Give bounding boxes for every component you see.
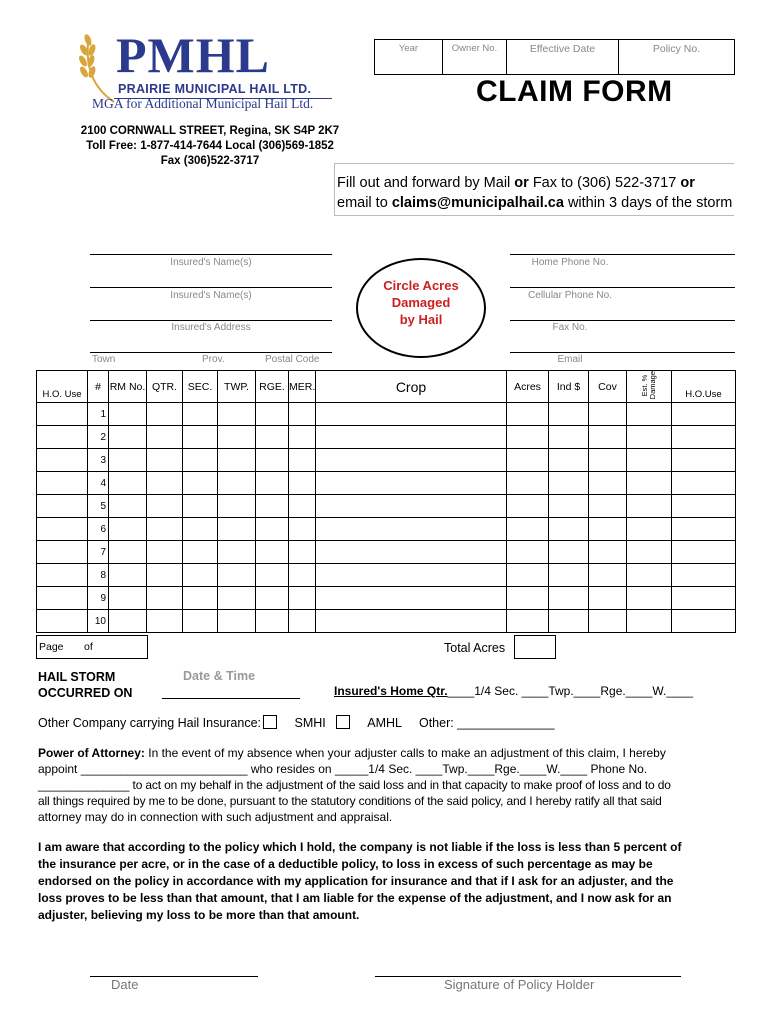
table-cell[interactable] bbox=[627, 564, 672, 587]
table-cell[interactable] bbox=[672, 587, 736, 610]
poa-line-5: attorney may do in connection with such adjustment and appraisal. bbox=[38, 810, 393, 824]
insured-name-2-label: Insured's Name(s) bbox=[170, 290, 252, 301]
poa-title: Power of Attorney: bbox=[38, 746, 145, 760]
table-cell[interactable] bbox=[289, 564, 316, 587]
notice-or-2: or bbox=[680, 175, 695, 191]
table-cell[interactable] bbox=[147, 610, 183, 633]
other-company-label: Other Company carrying Hail Insurance: bbox=[38, 716, 262, 730]
table-cell[interactable] bbox=[627, 610, 672, 633]
table-cell[interactable] bbox=[589, 472, 627, 495]
notice-email-prefix: email to bbox=[337, 195, 392, 211]
home-phone-label: Home Phone No. bbox=[531, 257, 609, 268]
amhl-label: AMHL bbox=[367, 716, 402, 730]
notice-email: claims@municipalhail.ca bbox=[391, 195, 564, 211]
table-cell[interactable] bbox=[109, 472, 147, 495]
table-cell[interactable] bbox=[507, 495, 549, 518]
crop-table bbox=[36, 370, 736, 633]
table-cell[interactable] bbox=[507, 449, 549, 472]
table-cell[interactable] bbox=[256, 518, 289, 541]
table-cell[interactable] bbox=[183, 472, 218, 495]
table-cell[interactable] bbox=[549, 403, 589, 426]
table-cell[interactable] bbox=[627, 495, 672, 518]
row-number: 1 bbox=[88, 403, 109, 426]
declaration-line-4: loss proves to be less than that amount, that I am liable for the expense of the adjustment, and I now ask for an bbox=[38, 891, 672, 905]
address-street: 2100 CORNWALL STREET, Regina, SK S4P 2K7 bbox=[80, 125, 340, 137]
table-cell[interactable] bbox=[183, 426, 218, 449]
table-cell[interactable] bbox=[218, 449, 256, 472]
est-damage-label: Est. % Damage bbox=[640, 370, 657, 400]
insured-name-1-label: Insured's Name(s) bbox=[170, 257, 252, 268]
row-number: 5 bbox=[88, 495, 109, 518]
table-cell[interactable] bbox=[672, 426, 736, 449]
logo-tagline: MGA for Additional Municipal Hail Ltd. bbox=[92, 96, 314, 111]
table-cell[interactable] bbox=[256, 495, 289, 518]
table-cell[interactable] bbox=[109, 587, 147, 610]
table-cell[interactable] bbox=[549, 472, 589, 495]
table-cell[interactable] bbox=[147, 541, 183, 564]
table-cell[interactable] bbox=[109, 495, 147, 518]
declaration-line-2: the insurance per acre, or in the case of a deductible policy, to loss in excess of such percentage as may be bbox=[38, 857, 653, 871]
wheat-icon bbox=[74, 32, 118, 104]
table-cell[interactable] bbox=[672, 472, 736, 495]
notice-text: Fill out and forward by Mail bbox=[337, 175, 515, 191]
table-cell[interactable] bbox=[256, 541, 289, 564]
other-company-checkbox[interactable] bbox=[263, 715, 277, 729]
table-cell[interactable] bbox=[37, 449, 88, 472]
row-number: 8 bbox=[88, 564, 109, 587]
table-cell[interactable] bbox=[218, 472, 256, 495]
table-cell[interactable] bbox=[672, 541, 736, 564]
logo-company-name: PRAIRIE MUNICIPAL HAIL LTD. bbox=[118, 82, 312, 96]
company-logo bbox=[74, 27, 344, 115]
table-header-row bbox=[37, 371, 736, 403]
table-cell[interactable] bbox=[589, 403, 627, 426]
col-cov: Cov bbox=[589, 371, 627, 403]
insured-address-input[interactable] bbox=[90, 320, 332, 321]
of-label: of bbox=[84, 641, 93, 653]
table-cell[interactable] bbox=[109, 610, 147, 633]
row-number: 10 bbox=[88, 610, 109, 633]
table-row bbox=[37, 495, 736, 518]
poa-line-1: In the event of my absence when your adjuster calls to make an adjustment of this claim, I hereby bbox=[144, 746, 666, 760]
date-signature-label: Date bbox=[111, 977, 139, 992]
other-company-row bbox=[38, 715, 555, 730]
notice-deadline: within 3 days of the storm bbox=[563, 195, 733, 211]
table-cell[interactable] bbox=[589, 610, 627, 633]
town-label: Town bbox=[92, 354, 116, 365]
table-cell[interactable] bbox=[256, 472, 289, 495]
table-cell[interactable] bbox=[37, 610, 88, 633]
table-row bbox=[37, 564, 736, 587]
table-cell[interactable] bbox=[627, 449, 672, 472]
table-cell[interactable] bbox=[289, 449, 316, 472]
table-cell[interactable] bbox=[672, 518, 736, 541]
circle-note-line-3: by Hail bbox=[399, 312, 443, 327]
table-cell[interactable] bbox=[507, 587, 549, 610]
table-cell[interactable] bbox=[147, 495, 183, 518]
power-of-attorney bbox=[38, 745, 738, 825]
notice-fax: Fax to (306) 522-3717 bbox=[528, 175, 681, 191]
declaration-line-5: adjuster, believing my loss to be more than that amount. bbox=[38, 908, 360, 922]
table-cell[interactable] bbox=[316, 610, 507, 633]
col-ho-use: H.O. Use bbox=[37, 371, 88, 403]
table-cell[interactable] bbox=[507, 472, 549, 495]
row-number: 7 bbox=[88, 541, 109, 564]
table-cell[interactable] bbox=[218, 587, 256, 610]
table-cell[interactable] bbox=[289, 610, 316, 633]
table-cell[interactable] bbox=[549, 610, 589, 633]
row-number: 9 bbox=[88, 587, 109, 610]
table-row bbox=[37, 610, 736, 633]
table-cell[interactable] bbox=[147, 403, 183, 426]
cell-phone-label: Cellular Phone No. bbox=[528, 290, 612, 301]
row-number: 4 bbox=[88, 472, 109, 495]
table-cell[interactable] bbox=[147, 472, 183, 495]
hail-storm-label bbox=[38, 669, 132, 701]
table-cell[interactable] bbox=[316, 541, 507, 564]
table-cell[interactable] bbox=[147, 587, 183, 610]
logo-main-text: PMHL bbox=[116, 27, 270, 83]
table-cell[interactable] bbox=[316, 403, 507, 426]
table-row bbox=[37, 403, 736, 426]
table-cell[interactable] bbox=[316, 564, 507, 587]
fax-input[interactable] bbox=[510, 320, 735, 321]
table-cell[interactable] bbox=[37, 564, 88, 587]
table-cell[interactable] bbox=[507, 564, 549, 587]
table-cell[interactable] bbox=[316, 472, 507, 495]
other-insurer-field[interactable]: Other: ______________ bbox=[418, 716, 555, 730]
col-acres: Acres bbox=[507, 371, 549, 403]
table-cell[interactable] bbox=[218, 518, 256, 541]
table-row bbox=[37, 587, 736, 610]
table-cell[interactable] bbox=[589, 426, 627, 449]
table-cell[interactable] bbox=[147, 426, 183, 449]
hail-storm-line-1: HAIL STORM bbox=[38, 670, 116, 684]
table-cell[interactable] bbox=[289, 541, 316, 564]
email-input[interactable] bbox=[510, 352, 735, 353]
table-cell[interactable] bbox=[672, 403, 736, 426]
table-cell[interactable] bbox=[37, 518, 88, 541]
page-label: Page bbox=[39, 641, 64, 653]
col-est-damage bbox=[627, 371, 672, 403]
policy-no-field[interactable]: Policy No. bbox=[652, 43, 701, 55]
table-cell[interactable] bbox=[256, 426, 289, 449]
table-cell[interactable] bbox=[316, 449, 507, 472]
circle-note-line-1: Circle Acres bbox=[383, 278, 459, 293]
table-cell[interactable] bbox=[109, 403, 147, 426]
table-cell[interactable] bbox=[627, 587, 672, 610]
policy-holder-signature-label: Signature of Policy Holder bbox=[444, 977, 595, 992]
address-fax: Fax (306)522-3717 bbox=[160, 155, 260, 167]
hail-storm-line-2: OCCURRED ON bbox=[38, 686, 133, 700]
table-cell[interactable] bbox=[289, 495, 316, 518]
table-cell[interactable] bbox=[218, 495, 256, 518]
table-cell[interactable] bbox=[37, 541, 88, 564]
table-cell[interactable] bbox=[589, 564, 627, 587]
col-crop: Crop bbox=[316, 371, 507, 403]
table-cell[interactable] bbox=[627, 518, 672, 541]
col-ho-use-right: H.O.Use bbox=[672, 371, 736, 403]
total-acres-input[interactable] bbox=[514, 635, 556, 659]
table-cell[interactable] bbox=[507, 518, 549, 541]
table-cell[interactable] bbox=[289, 472, 316, 495]
col-rge: RGE. bbox=[256, 371, 289, 403]
table-cell[interactable] bbox=[289, 518, 316, 541]
table-cell[interactable] bbox=[549, 541, 589, 564]
table-cell[interactable] bbox=[109, 449, 147, 472]
table-cell[interactable] bbox=[549, 587, 589, 610]
table-cell[interactable] bbox=[549, 564, 589, 587]
table-cell[interactable] bbox=[316, 518, 507, 541]
table-cell[interactable] bbox=[256, 564, 289, 587]
declaration-line-3: endorsed on the policy in accordance with my application for insurance and that if I ask for an adjuster, and the bbox=[38, 874, 674, 888]
town-prov-postal-input[interactable] bbox=[90, 352, 332, 353]
table-cell[interactable] bbox=[289, 426, 316, 449]
date-time-label: Date & Time bbox=[183, 669, 256, 683]
poa-line-2: appoint _________________________ who resides on _____1/4 Sec. ____Twp.____Rge.____W.____ Phone No. bbox=[38, 762, 648, 776]
postal-code-label: Postal Code bbox=[265, 354, 320, 365]
table-cell[interactable] bbox=[183, 541, 218, 564]
table-cell[interactable] bbox=[256, 610, 289, 633]
table-cell[interactable] bbox=[672, 449, 736, 472]
poa-line-4: all things required by me to be done, pursuant to the statutory conditions of the said policy, and I hereby ratify all that said bbox=[38, 794, 662, 808]
address-phone: Toll Free: 1-877-414-7644 Local (306)569-1852 bbox=[86, 140, 334, 152]
table-cell[interactable] bbox=[183, 564, 218, 587]
table-cell[interactable] bbox=[109, 518, 147, 541]
table-cell[interactable] bbox=[183, 518, 218, 541]
email-label: Email bbox=[557, 354, 583, 365]
table-cell[interactable] bbox=[183, 610, 218, 633]
table-cell[interactable] bbox=[589, 587, 627, 610]
table-cell[interactable] bbox=[672, 564, 736, 587]
col-qtr: QTR. bbox=[147, 371, 183, 403]
col-rm-no: RM No. bbox=[109, 371, 147, 403]
table-cell[interactable] bbox=[256, 587, 289, 610]
table-cell[interactable] bbox=[218, 403, 256, 426]
table-cell[interactable] bbox=[183, 449, 218, 472]
table-cell[interactable] bbox=[507, 610, 549, 633]
table-cell[interactable] bbox=[672, 610, 736, 633]
company-address bbox=[40, 124, 380, 169]
table-cell[interactable] bbox=[589, 495, 627, 518]
row-number: 2 bbox=[88, 426, 109, 449]
table-cell[interactable] bbox=[507, 541, 549, 564]
home-qtr-label: Insured's Home Qtr. bbox=[334, 684, 448, 698]
table-cell[interactable] bbox=[289, 403, 316, 426]
form-title: CLAIM FORM bbox=[476, 75, 673, 108]
circle-acres-note bbox=[356, 258, 486, 358]
table-cell[interactable] bbox=[627, 541, 672, 564]
table-cell[interactable] bbox=[147, 449, 183, 472]
home-qtr-blanks: ____1/4 Sec. ____Twp.____Rge.____W.____ bbox=[447, 684, 694, 698]
table-cell[interactable] bbox=[549, 518, 589, 541]
col-number: # bbox=[88, 371, 109, 403]
declaration-line-1: I am aware that according to the policy which I hold, the company is not liable if the loss is less than 5 percent of bbox=[38, 840, 682, 854]
date-time-input[interactable] bbox=[162, 698, 300, 699]
table-row bbox=[37, 449, 736, 472]
table-cell[interactable] bbox=[109, 541, 147, 564]
col-mer: MER. bbox=[289, 371, 316, 403]
circle-note-line-2: Damaged bbox=[391, 295, 451, 310]
prov-label: Prov. bbox=[202, 354, 225, 365]
table-cell[interactable] bbox=[289, 587, 316, 610]
table-cell[interactable] bbox=[37, 587, 88, 610]
row-number: 6 bbox=[88, 518, 109, 541]
notice-or: or bbox=[514, 175, 529, 191]
table-cell[interactable] bbox=[316, 495, 507, 518]
table-cell[interactable] bbox=[218, 610, 256, 633]
table-cell[interactable] bbox=[549, 426, 589, 449]
table-cell[interactable] bbox=[183, 587, 218, 610]
liability-declaration bbox=[38, 839, 738, 924]
fax-label: Fax No. bbox=[552, 322, 588, 333]
table-row bbox=[37, 426, 736, 449]
table-cell[interactable] bbox=[627, 403, 672, 426]
table-cell[interactable] bbox=[627, 472, 672, 495]
table-cell[interactable] bbox=[507, 403, 549, 426]
table-cell[interactable] bbox=[109, 564, 147, 587]
table-cell[interactable] bbox=[256, 403, 289, 426]
table-cell[interactable] bbox=[37, 495, 88, 518]
submission-notice bbox=[334, 163, 734, 216]
table-cell[interactable] bbox=[218, 564, 256, 587]
smhi-checkbox[interactable] bbox=[336, 715, 350, 729]
table-cell[interactable] bbox=[183, 495, 218, 518]
table-row bbox=[37, 518, 736, 541]
home-phone-input[interactable] bbox=[510, 254, 735, 255]
effective-date-field[interactable]: Effective Date bbox=[507, 40, 619, 74]
table-cell[interactable] bbox=[316, 587, 507, 610]
table-cell[interactable] bbox=[37, 403, 88, 426]
col-twp: TWP. bbox=[218, 371, 256, 403]
table-cell[interactable] bbox=[589, 449, 627, 472]
owner-no-field[interactable]: Owner No. bbox=[443, 40, 507, 74]
table-cell[interactable] bbox=[549, 449, 589, 472]
row-number: 3 bbox=[88, 449, 109, 472]
table-cell[interactable] bbox=[589, 518, 627, 541]
insured-address-label: Insured's Address bbox=[171, 322, 251, 333]
table-cell[interactable] bbox=[256, 449, 289, 472]
table-row bbox=[37, 541, 736, 564]
table-cell[interactable] bbox=[589, 541, 627, 564]
table-cell[interactable] bbox=[109, 426, 147, 449]
table-cell[interactable] bbox=[37, 426, 88, 449]
col-ind: Ind $ bbox=[549, 371, 589, 403]
home-qtr-field[interactable] bbox=[334, 684, 693, 698]
cell-phone-input[interactable] bbox=[510, 287, 735, 288]
table-cell[interactable] bbox=[183, 403, 218, 426]
insured-name-2-input[interactable] bbox=[90, 287, 332, 288]
table-cell[interactable] bbox=[549, 495, 589, 518]
smhi-label: SMHI bbox=[294, 716, 326, 730]
table-cell[interactable] bbox=[672, 495, 736, 518]
policy-header-box bbox=[374, 39, 735, 75]
table-cell[interactable] bbox=[316, 426, 507, 449]
table-cell[interactable] bbox=[147, 518, 183, 541]
table-cell[interactable] bbox=[147, 564, 183, 587]
table-cell[interactable] bbox=[627, 426, 672, 449]
insured-name-1-input[interactable] bbox=[90, 254, 332, 255]
year-field[interactable]: Year bbox=[375, 40, 443, 74]
table-cell[interactable] bbox=[218, 426, 256, 449]
table-cell[interactable] bbox=[218, 541, 256, 564]
poa-line-3: ______________ to act on my behalf in the adjustment of the said loss and in that capacity to make proof of loss and to do bbox=[38, 778, 671, 792]
col-sec: SEC. bbox=[183, 371, 218, 403]
table-cell[interactable] bbox=[507, 426, 549, 449]
total-acres-label: Total Acres bbox=[444, 641, 506, 655]
table-row bbox=[37, 472, 736, 495]
table-cell[interactable] bbox=[37, 472, 88, 495]
